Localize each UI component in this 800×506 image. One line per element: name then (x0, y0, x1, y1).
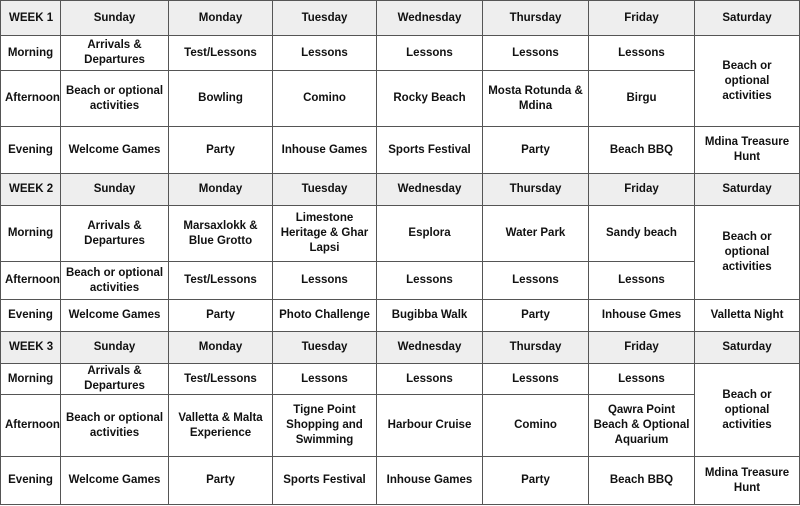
day-header-thursday: Thursday (483, 332, 589, 364)
schedule-cell: Mdina Treasure Hunt (695, 127, 800, 174)
week-header-row (1, 1, 800, 36)
schedule-cell: Welcome Games (61, 457, 169, 505)
schedule-cell: Valletta & Malta Experience (169, 395, 273, 457)
afternoon-row (1, 395, 800, 457)
day-header-thursday: Thursday (483, 1, 589, 36)
schedule-cell: Party (169, 457, 273, 505)
saturday-daytime-cell: Beach or optional activities (695, 36, 800, 127)
schedule-cell: Marsaxlokk & Blue Grotto (169, 206, 273, 262)
period-label-evening: Evening (1, 127, 61, 174)
day-header-wednesday: Wednesday (377, 1, 483, 36)
schedule-cell: Harbour Cruise (377, 395, 483, 457)
sunday-morning-cell: Arrivals & Departures (61, 206, 169, 262)
schedule-cell: Esplora (377, 206, 483, 262)
week-label: WEEK 3 (1, 332, 61, 364)
period-label-afternoon: Afternoon (1, 262, 61, 300)
morning-row (1, 206, 800, 262)
schedule-cell: Bugibba Walk (377, 300, 483, 332)
week-label: WEEK 2 (1, 174, 61, 206)
schedule-cell: Limestone Heritage & Ghar Lapsi (273, 206, 377, 262)
morning-row (1, 364, 800, 395)
schedule-cell: Comino (483, 395, 589, 457)
schedule-cell: Photo Challenge (273, 300, 377, 332)
schedule-cell: Test/Lessons (169, 364, 273, 395)
day-header-saturday: Saturday (695, 1, 800, 36)
week-header-row (1, 174, 800, 206)
schedule-cell: Water Park (483, 206, 589, 262)
day-header-monday: Monday (169, 174, 273, 206)
morning-row (1, 36, 800, 71)
schedule-cell: Lessons (273, 364, 377, 395)
day-header-sunday: Sunday (61, 174, 169, 206)
schedule-cell: Inhouse Games (273, 127, 377, 174)
schedule-cell: Lessons (589, 364, 695, 395)
schedule-cell: Test/Lessons (169, 36, 273, 71)
schedule-cell: Rocky Beach (377, 71, 483, 127)
schedule-cell: Test/Lessons (169, 262, 273, 300)
week-label: WEEK 1 (1, 1, 61, 36)
day-header-tuesday: Tuesday (273, 1, 377, 36)
schedule-cell: Lessons (589, 262, 695, 300)
day-header-wednesday: Wednesday (377, 332, 483, 364)
schedule-cell: Party (483, 300, 589, 332)
period-label-morning: Morning (1, 364, 61, 395)
day-header-tuesday: Tuesday (273, 332, 377, 364)
schedule-cell: Mosta Rotunda & Mdina (483, 71, 589, 127)
period-label-morning: Morning (1, 206, 61, 262)
day-header-sunday: Sunday (61, 1, 169, 36)
day-header-friday: Friday (589, 174, 695, 206)
schedule-cell: Lessons (483, 364, 589, 395)
day-header-friday: Friday (589, 332, 695, 364)
schedule-cell: Beach BBQ (589, 457, 695, 505)
schedule-cell: Comino (273, 71, 377, 127)
schedule-cell: Mdina Treasure Hunt (695, 457, 800, 505)
schedule-cell: Sandy beach (589, 206, 695, 262)
schedule-cell: Valletta Night (695, 300, 800, 332)
schedule-cell: Lessons (483, 262, 589, 300)
schedule-cell: Party (169, 300, 273, 332)
schedule-cell: Lessons (273, 36, 377, 71)
sunday-afternoon-cell: Beach or optional activities (61, 395, 169, 457)
schedule-cell: Lessons (273, 262, 377, 300)
saturday-daytime-cell: Beach or optional activities (695, 206, 800, 300)
saturday-daytime-cell: Beach or optional activities (695, 364, 800, 457)
schedule-cell: Lessons (483, 36, 589, 71)
evening-row (1, 300, 800, 332)
schedule-cell: Party (483, 457, 589, 505)
afternoon-row (1, 262, 800, 300)
day-header-tuesday: Tuesday (273, 174, 377, 206)
day-header-saturday: Saturday (695, 174, 800, 206)
week-header-row (1, 332, 800, 364)
afternoon-row (1, 71, 800, 127)
period-label-afternoon: Afternoon (1, 71, 61, 127)
evening-row (1, 127, 800, 174)
schedule-cell: Sports Festival (377, 127, 483, 174)
schedule-cell: Lessons (377, 364, 483, 395)
schedule-cell: Welcome Games (61, 300, 169, 332)
period-label-evening: Evening (1, 300, 61, 332)
day-header-monday: Monday (169, 1, 273, 36)
sunday-morning-cell: Arrivals & Departures (61, 364, 169, 395)
day-header-saturday: Saturday (695, 332, 800, 364)
day-header-friday: Friday (589, 1, 695, 36)
schedule-cell: Lessons (589, 36, 695, 71)
schedule-cell: Bowling (169, 71, 273, 127)
schedule-cell: Qawra Point Beach & Optional Aquarium (589, 395, 695, 457)
schedule-cell: Beach BBQ (589, 127, 695, 174)
period-label-morning: Morning (1, 36, 61, 71)
sunday-afternoon-cell: Beach or optional activities (61, 71, 169, 127)
period-label-evening: Evening (1, 457, 61, 505)
schedule-cell: Lessons (377, 262, 483, 300)
sunday-afternoon-cell: Beach or optional activities (61, 262, 169, 300)
schedule-cell: Birgu (589, 71, 695, 127)
schedule-cell: Lessons (377, 36, 483, 71)
day-header-sunday: Sunday (61, 332, 169, 364)
day-header-wednesday: Wednesday (377, 174, 483, 206)
schedule-cell: Party (169, 127, 273, 174)
schedule-cell: Sports Festival (273, 457, 377, 505)
schedule-cell: Tigne Point Shopping and Swimming (273, 395, 377, 457)
sunday-morning-cell: Arrivals & Departures (61, 36, 169, 71)
schedule-cell: Inhouse Games (377, 457, 483, 505)
day-header-thursday: Thursday (483, 174, 589, 206)
schedule-cell: Welcome Games (61, 127, 169, 174)
schedule-cell: Inhouse Gmes (589, 300, 695, 332)
day-header-monday: Monday (169, 332, 273, 364)
evening-row (1, 457, 800, 505)
schedule-cell: Party (483, 127, 589, 174)
period-label-afternoon: Afternoon (1, 395, 61, 457)
